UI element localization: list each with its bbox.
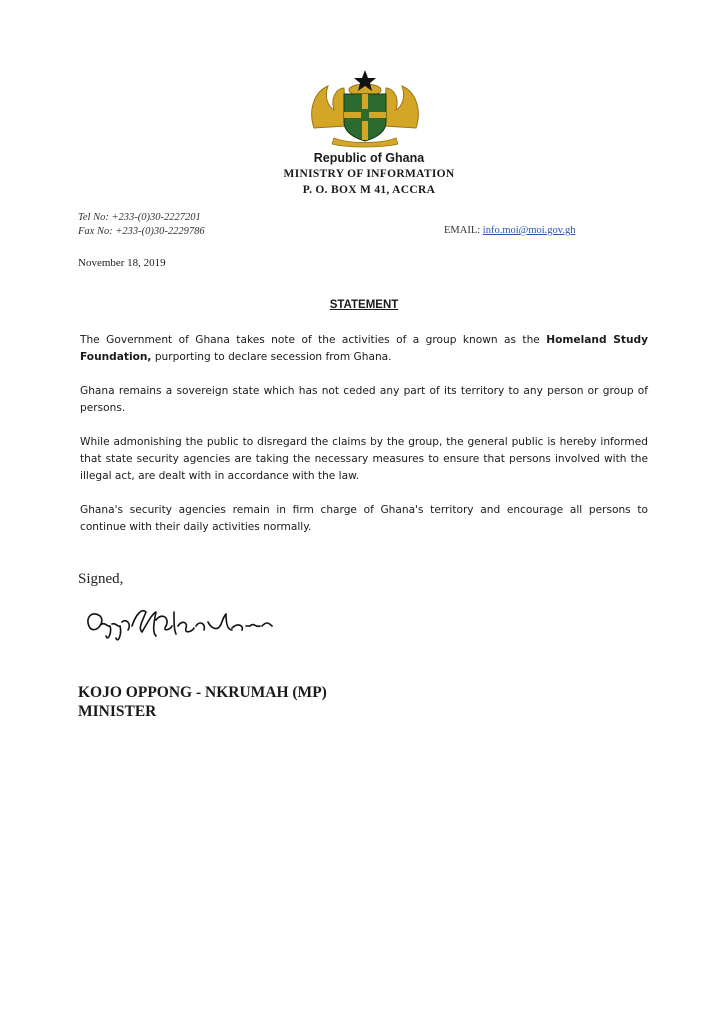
signed-label: Signed, <box>78 571 124 587</box>
coat-of-arms-emblem <box>304 66 426 148</box>
contact-block <box>78 211 205 239</box>
signatory-title: MINISTER <box>78 703 157 720</box>
document-date: November 18, 2019 <box>78 257 166 269</box>
paragraph-1-tail: purporting to declare secession from Ghana. <box>151 351 392 363</box>
paragraph-2: Ghana remains a sovereign state which has not ceded any part of its territory to any person or group of persons. <box>80 385 648 414</box>
statement-heading: STATEMENT <box>329 299 399 311</box>
paragraph-1 <box>80 332 648 366</box>
letterhead-address: P. O. BOX M 41, ACCRA <box>302 184 436 196</box>
handwritten-signature <box>82 592 282 652</box>
tel-number: Tel No: +233-(0)30-2227201 <box>78 212 201 223</box>
fax-number: Fax No: +233-(0)30-2229786 <box>78 226 205 237</box>
homeland-study-foundation: Homeland Study Foundation, <box>80 334 648 363</box>
paragraph-1-text: The Government of Ghana takes note of the activities of a group known as the <box>80 334 547 346</box>
letterhead-ministry: MINISTRY OF INFORMATION <box>283 168 455 180</box>
paragraph-3: While admonishing the public to disregard the claims by the group, the general public is hereby informed that state security agencies are taking the necessary measures to ensure that persons involved with the illegal act, are dealt with in accordance with the law. <box>80 436 648 482</box>
paragraph-4: Ghana's security agencies remain in firm charge of Ghana's territory and encourage all persons to continue with their daily activities normally. <box>80 504 648 533</box>
letterhead <box>0 150 728 198</box>
signatory-block <box>78 683 327 721</box>
signatory-name: KOJO OPPONG - NKRUMAH (MP) <box>78 684 327 701</box>
email-line <box>444 225 576 236</box>
letterhead-country: Republic of Ghana <box>313 151 425 165</box>
email-label: EMAIL: <box>444 225 481 236</box>
email-link[interactable]: info.moi@moi.gov.gh <box>482 225 576 236</box>
